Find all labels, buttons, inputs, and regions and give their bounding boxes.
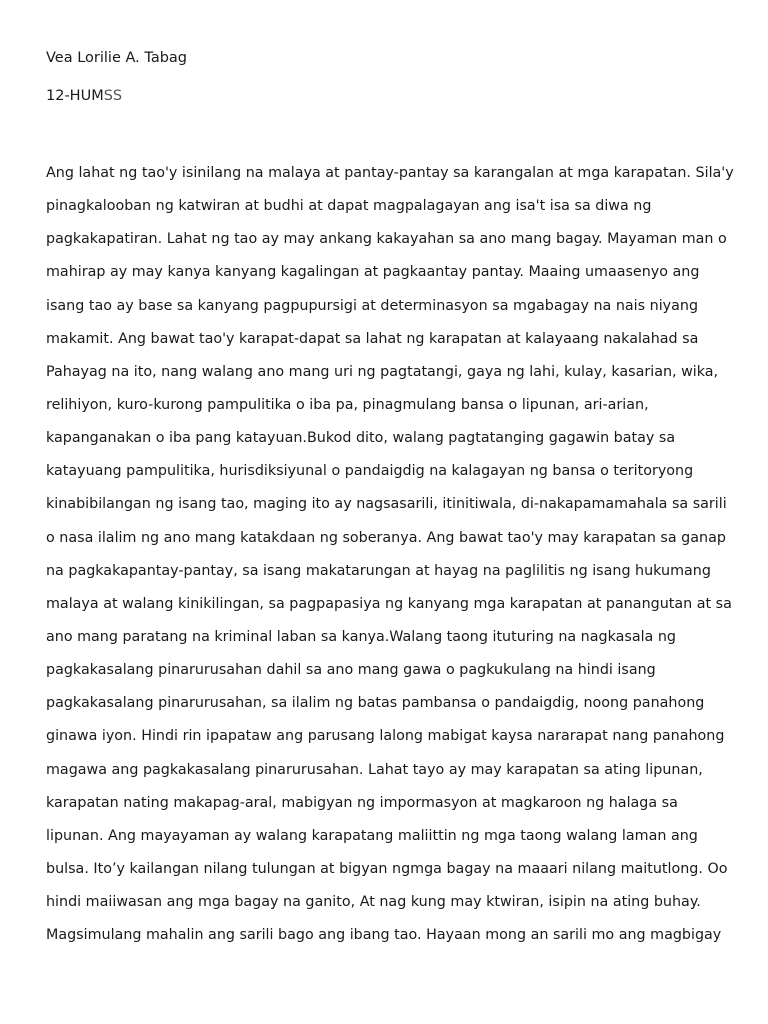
essay-body — [46, 162, 736, 957]
essay-line: hindi maiiwasan ang mga bagay na ganito, At nag kung may ktwiran, isipin na ating buhay. — [46, 894, 701, 911]
essay-line: pagkakapatiran. Lahat ng tao ay may ankang kakayahan sa ano mang bagay. Mayaman man o — [46, 231, 727, 248]
essay-line: lipunan. Ang mayayaman ay walang karapatang maliittin ng mga taong walang laman ang — [46, 827, 698, 844]
essay-line: na pagkakapantay-pantay, sa isang makatarungan at hayag na paglilitis ng isang hukumang — [46, 562, 711, 579]
essay-line: Pahayag na ito, nang walang ano mang uri ng pagtatangi, gaya ng lahi, kulay, kasarian, wika, — [46, 363, 719, 380]
essay-line: karapatan nating makapag-aral, mabigyan ng impormasyon at magkaroon ng halaga sa — [46, 794, 678, 811]
essay-line: Ang lahat ng tao'y isinilang na malaya at pantay-pantay sa karangalan at mga karapatan. Sila'y — [46, 165, 734, 181]
grade-section — [46, 86, 122, 106]
essay-line: pagkakasalang pinarurusahan, sa ilalim ng batas pambansa o pandaigdig, noong panahong — [46, 695, 705, 712]
grade-section-suffix: SS — [103, 88, 123, 104]
essay-line: malaya at walang kinikilingan, sa pagpapasiya ng kanyang mga karapatan at panangutan at sa — [46, 595, 732, 612]
essay-line: pagkakasalang pinarurusahan dahil sa ano mang gawa o pagkukulang na hindi isang — [46, 662, 656, 679]
essay-line: Magsimulang mahalin ang sarili bago ang ibang tao. Hayaan mong an sarili mo ang magbigay — [46, 927, 722, 944]
essay-line: kinabibilangan ng isang tao, maging ito ay nagsasarili, itinitiwala, di-nakapamamahala sa sarili — [46, 496, 727, 513]
grade-section-prefix: 12-HUM — [46, 88, 104, 104]
essay-line: bulsa. Ito’y kailangan nilang tulungan at bigyan ngmga bagay na maaari nilang maitutlong. Oo — [46, 860, 728, 877]
essay-line: kapanganakan o iba pang katayuan.Bukod dito, walang pagtatanging gagawin batay sa — [46, 430, 676, 447]
essay-line: magawa ang pagkakasalang pinarurusahan. Lahat tayo ay may karapatan sa ating lipunan, — [46, 761, 703, 778]
essay-line: makamit. Ang bawat tao'y karapat-dapat sa lahat ng karapatan at kalayaang nakalahad sa — [46, 330, 699, 347]
essay-line: isang tao ay base sa kanyang pagpupursigi at determinasyon sa mgabagay na nais niyang — [46, 297, 699, 314]
essay-line: pinagkalooban ng katwiran at budhi at dapat magpalagayan ang isa't isa sa diwa ng — [46, 198, 652, 215]
essay-line: ginawa iyon. Hindi rin ipapataw ang parusang lalong mabigat kaysa nararapat nang panahong — [46, 728, 725, 745]
essay-line: katayuang pampulitika, hurisdiksiyunal o pandaigdig na kalagayan ng bansa o teritoryong — [46, 463, 694, 480]
essay-line: mahirap ay may kanya kanyang kagalingan at pagkaantay pantay. Maaing umaasenyo ang — [46, 264, 700, 281]
essay-line: ano mang paratang na kriminal laban sa kanya.Walang taong ituturing na nagkasala ng — [46, 628, 676, 645]
essay-line: o nasa ilalim ng ano mang katakdaan ng soberanya. Ang bawat tao'y may karapatan sa ganap — [46, 529, 726, 546]
author-name: Vea Lorilie A. Tabag — [46, 50, 187, 66]
essay-line: relihiyon, kuro-kurong pampulitika o iba pa, pinagmulang bansa o lipunan, ari-arian, — [46, 396, 649, 413]
